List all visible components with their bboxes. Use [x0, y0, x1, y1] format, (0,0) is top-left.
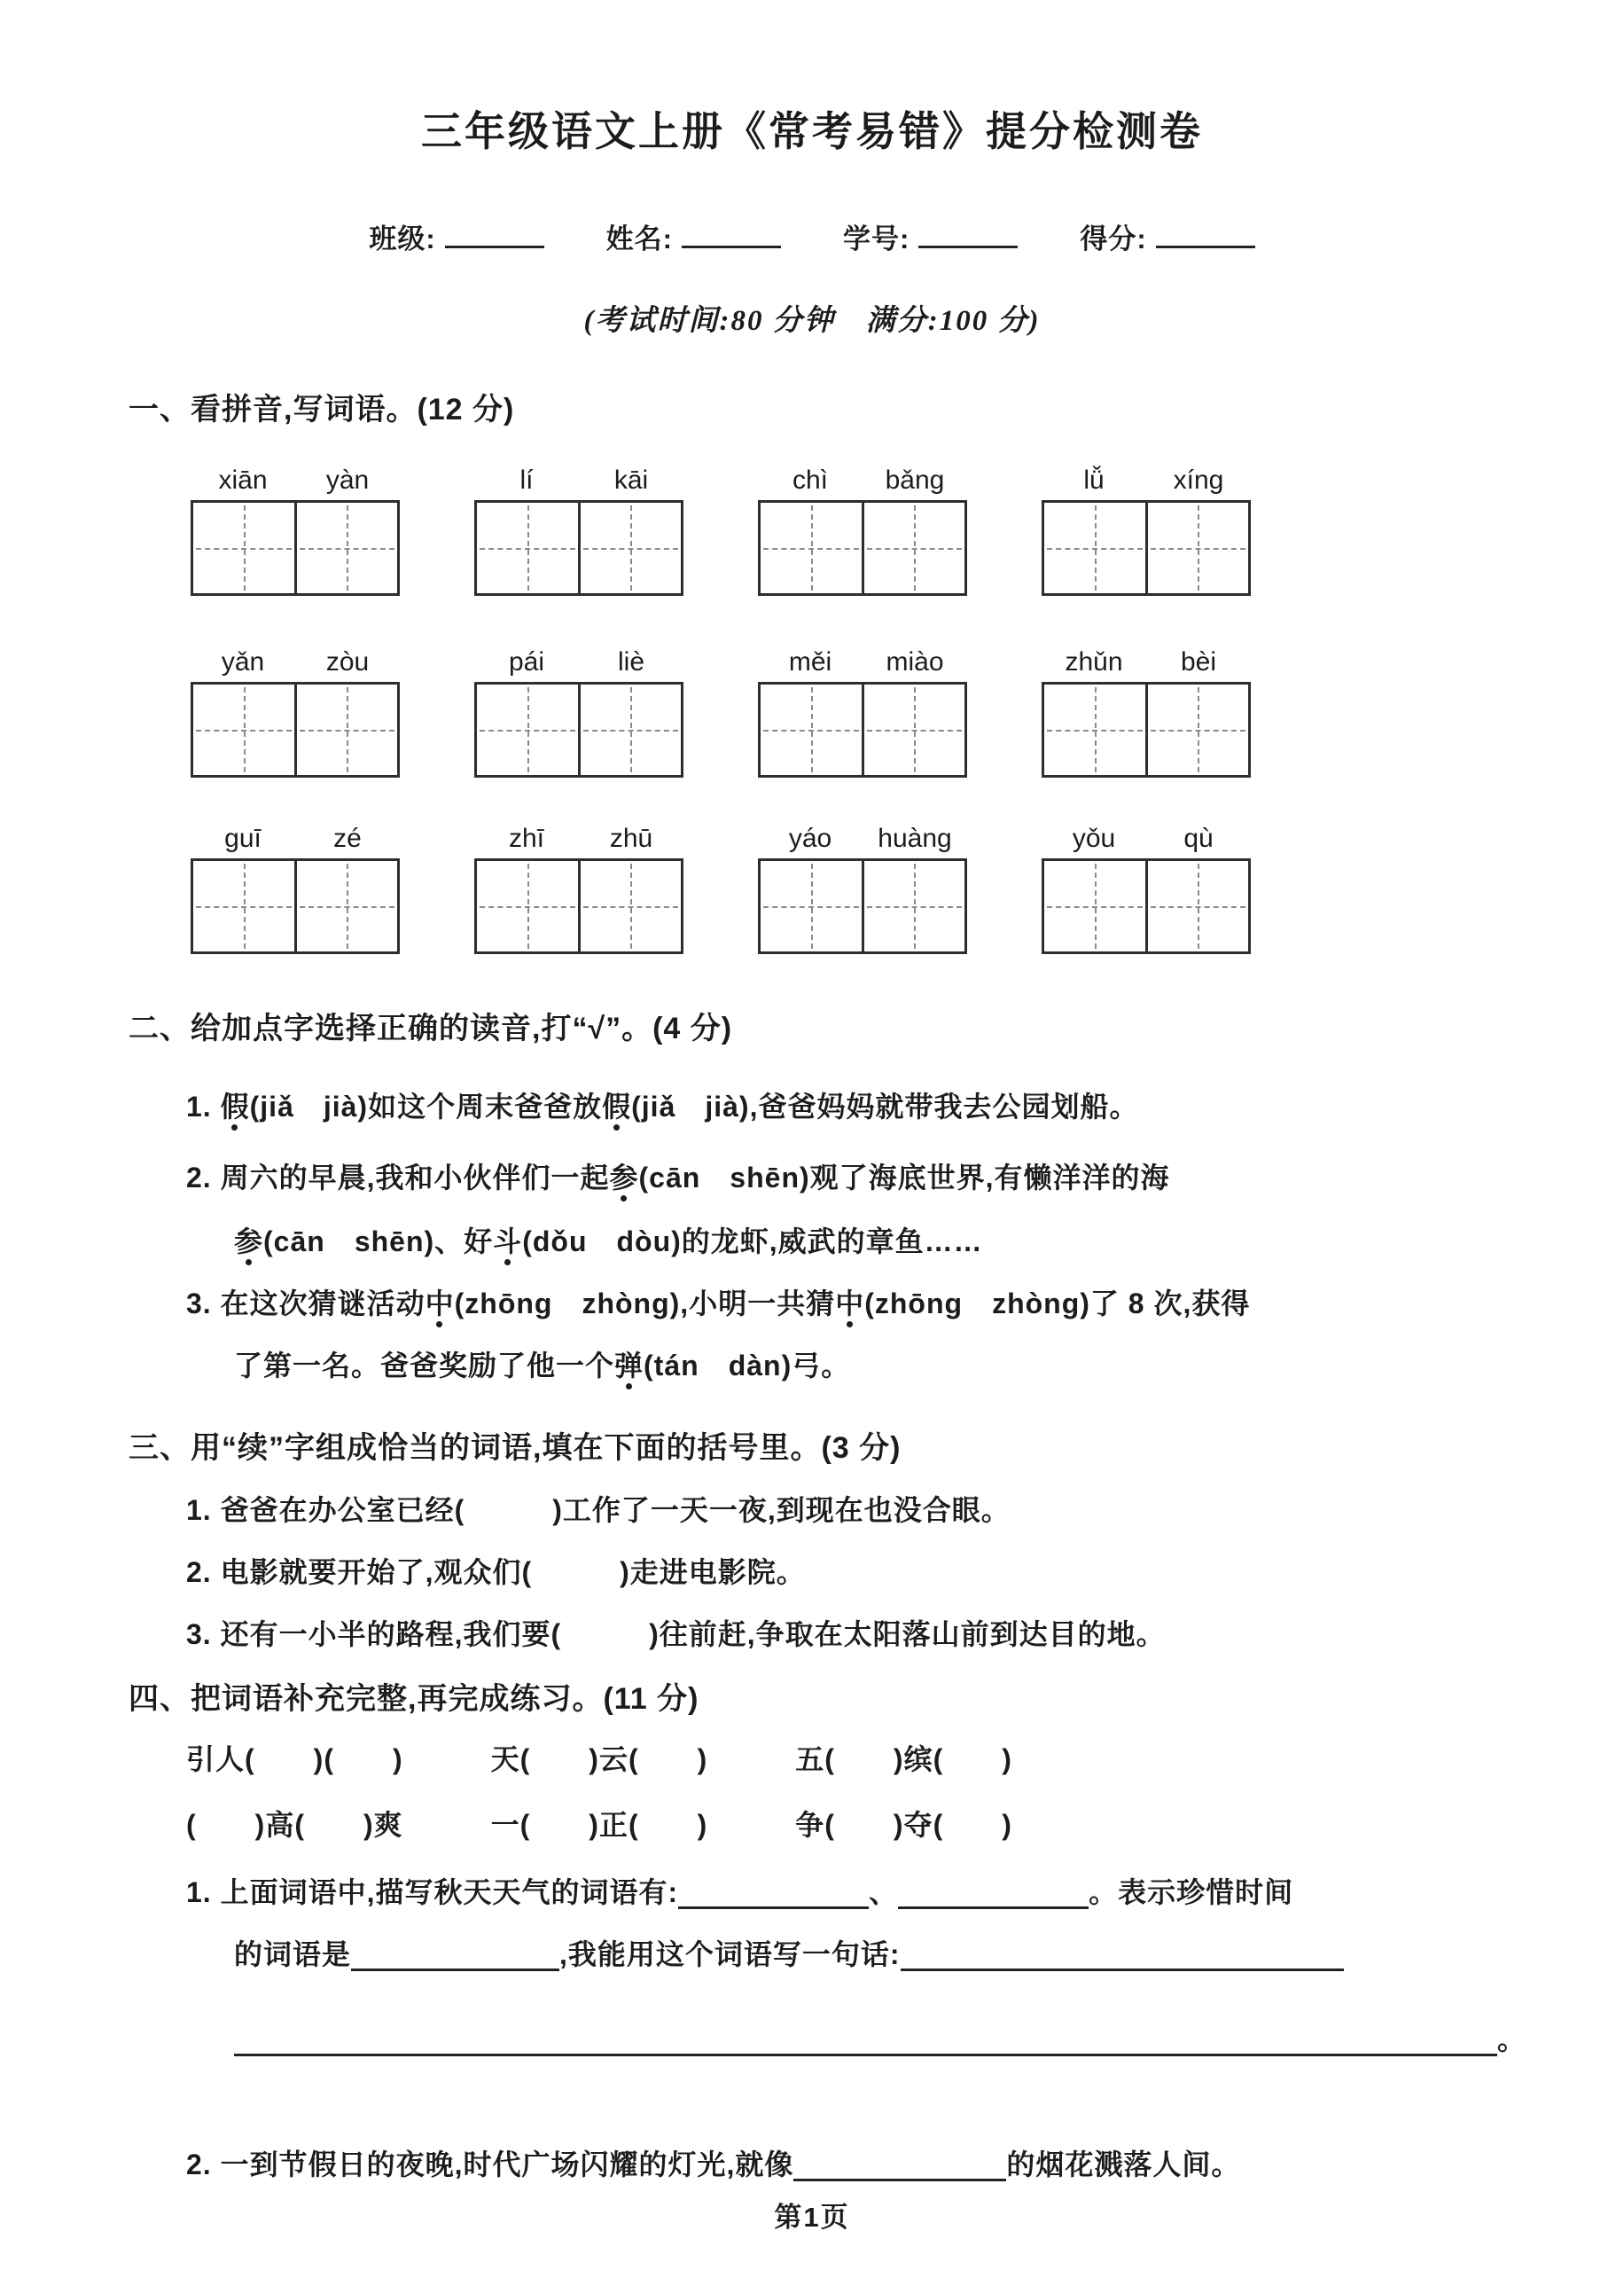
- pinyin-grid-row-1: [191, 466, 1624, 596]
- pinyin-word-group: [474, 466, 683, 596]
- exam-info: (考试时间:80 分钟 满分:100 分): [583, 305, 1041, 337]
- grid-cell: [294, 685, 398, 775]
- grid-cell: [477, 503, 578, 593]
- score-label: 得分:: [1080, 223, 1147, 254]
- grid-cell: [1145, 503, 1249, 593]
- score-field: [1080, 216, 1254, 256]
- grid-cell: [477, 861, 578, 951]
- grid-cell: [578, 503, 682, 593]
- question-item-2-3-line-2: 了第一名。爸爸奖励了他一个弹(tán dàn)弓。: [234, 1350, 851, 1382]
- writing-grid: [191, 682, 400, 778]
- pinyin-label: [474, 824, 683, 854]
- pinyin-label: [191, 647, 400, 677]
- grid-cell: [1044, 503, 1145, 593]
- section-1-heading: 一、看拼音,写词语。(12 分): [129, 393, 515, 427]
- pinyin-word-group: [191, 824, 400, 954]
- pinyin-label: [758, 647, 967, 677]
- pinyin-syllable: yáo: [788, 824, 832, 853]
- grid-cell: [1145, 685, 1249, 775]
- grid-cell: [761, 503, 862, 593]
- pinyin-syllable: qù: [1183, 824, 1214, 853]
- grid-cell: [477, 685, 578, 775]
- pinyin-syllable: lǚ: [1083, 466, 1105, 495]
- fill-in-word-line-2: ( )高( )爽 一( )正( ) 争( )夺( ): [186, 1809, 1012, 1841]
- pinyin-label: [1042, 466, 1251, 496]
- question-item-3-1: 1. 爸爸在办公室已经( )工作了一天一夜,到现在也没合眼。: [186, 1494, 1011, 1526]
- page-number: 第1页: [774, 2202, 850, 2233]
- fill-in-word-line-1: 引人( )( ) 天( )云( ) 五( )缤( ): [186, 1743, 1012, 1775]
- writing-grid: [1042, 858, 1251, 954]
- writing-grid: [1042, 682, 1251, 778]
- name-label: 姓名:: [605, 223, 673, 254]
- pinyin-syllable: zòu: [325, 647, 370, 677]
- pinyin-label: [758, 824, 967, 854]
- student-id-label: 学号:: [843, 223, 910, 254]
- pinyin-syllable: kāi: [613, 466, 649, 495]
- question-item-4-1-line-1: 1. 上面词语中,描写秋天天气的词语有: 、 。表示珍惜时间: [186, 1876, 1294, 1908]
- pinyin-label: [474, 647, 683, 677]
- class-field: [369, 216, 543, 256]
- pinyin-syllable: yàn: [325, 466, 370, 495]
- class-blank-line: [445, 231, 544, 248]
- pinyin-syllable: bǎng: [885, 466, 945, 495]
- student-id-field: [843, 216, 1018, 256]
- question-item-2-2-line-1: 2. 周六的早晨,我和小伙伴们一起参(cān shēn)观了海底世界,有懒洋洋的海: [186, 1162, 1170, 1194]
- grid-cell: [578, 861, 682, 951]
- pinyin-word-group: [191, 466, 400, 596]
- pinyin-syllable: yǒu: [1072, 824, 1116, 853]
- pinyin-grid-row-2: [191, 647, 1624, 778]
- name-field: [606, 216, 781, 256]
- grid-cell: [578, 685, 682, 775]
- question-item-3-2: 2. 电影就要开始了,观众们( )走进电影院。: [186, 1556, 806, 1588]
- pinyin-grid-row-3: [191, 824, 1624, 954]
- pinyin-syllable: xiān: [218, 466, 268, 495]
- section-3-heading: 三、用“续”字组成恰当的词语,填在下面的括号里。(3 分): [129, 1431, 902, 1465]
- grid-cell: [862, 861, 965, 951]
- pinyin-word-group: [474, 647, 683, 778]
- question-item-2-1: 1. 假(jiǎ jià)如这个周末爸爸放假(jiǎ jià),爸爸妈妈就带我去公园划船。: [186, 1091, 1139, 1123]
- pinyin-word-group: [191, 647, 400, 778]
- pinyin-word-group: [474, 824, 683, 954]
- pinyin-syllable: měi: [788, 647, 832, 677]
- pinyin-syllable: liè: [617, 647, 644, 677]
- grid-cell: [862, 503, 965, 593]
- pinyin-syllable: miào: [886, 647, 944, 677]
- pinyin-word-group: [758, 466, 967, 596]
- question-item-4-1-line-2: 的词语是 ,我能用这个词语写一句话:: [234, 1934, 1624, 1975]
- pinyin-syllable: zhū: [609, 824, 653, 853]
- pinyin-syllable: yǎn: [221, 647, 265, 677]
- grid-cell: [193, 861, 294, 951]
- pinyin-syllable: huàng: [878, 824, 952, 853]
- pinyin-syllable: zhǔn: [1065, 647, 1123, 677]
- name-blank-line: [682, 231, 781, 248]
- pinyin-word-group: [1042, 466, 1251, 596]
- grid-cell: [193, 685, 294, 775]
- pinyin-label: [1042, 824, 1251, 854]
- writing-grid: [758, 500, 967, 596]
- question-item-2-3-line-1: 3. 在这次猜谜活动中(zhōng zhòng),小明一共猜中(zhōng zhòng)了 8 次,获得: [186, 1288, 1251, 1319]
- grid-cell: [862, 685, 965, 775]
- pinyin-syllable: zé: [333, 824, 362, 853]
- writing-grid: [474, 500, 683, 596]
- score-blank-line: [1156, 231, 1255, 248]
- grid-cell: [294, 861, 398, 951]
- question-item-4-2: 2. 一到节假日的夜晚,时代广场闪耀的灯光,就像 的烟花溅落人间。: [186, 2149, 1241, 2180]
- writing-grid: [474, 682, 683, 778]
- writing-grid: [758, 682, 967, 778]
- grid-cell: [1145, 861, 1249, 951]
- question-item-4-1-answer-line: 。: [234, 2019, 1624, 2060]
- grid-cell: [193, 503, 294, 593]
- grid-cell: [1044, 861, 1145, 951]
- pinyin-syllable: lí: [519, 466, 534, 495]
- pinyin-syllable: pái: [508, 647, 545, 677]
- pinyin-word-group: [1042, 824, 1251, 954]
- question-item-3-3: 3. 还有一小半的路程,我们要( )往前赶,争取在太阳落山前到达目的地。: [186, 1618, 1166, 1650]
- grid-cell: [1044, 685, 1145, 775]
- writing-grid: [758, 858, 967, 954]
- question-item-2-2-line-2: 参(cān shēn)、好斗(dǒu dòu)的龙虾,威武的章鱼……: [234, 1225, 983, 1257]
- pinyin-label: [191, 824, 400, 854]
- writing-grid: [191, 500, 400, 596]
- page-title: 三年级语文上册《常考易错》提分检测卷: [421, 109, 1203, 154]
- pinyin-label: [474, 466, 683, 496]
- grid-cell: [294, 503, 398, 593]
- grid-cell: [761, 685, 862, 775]
- pinyin-syllable: guī: [224, 824, 262, 853]
- pinyin-word-group: [758, 647, 967, 778]
- section-2-heading: 二、给加点字选择正确的读音,打“√”。(4 分): [129, 1012, 733, 1045]
- pinyin-syllable: bèi: [1180, 647, 1217, 677]
- pinyin-label: [1042, 647, 1251, 677]
- pinyin-syllable: zhī: [508, 824, 545, 853]
- writing-grid: [1042, 500, 1251, 596]
- pinyin-label: [758, 466, 967, 496]
- class-label: 班级:: [369, 223, 436, 254]
- writing-grid: [191, 858, 400, 954]
- writing-grid: [474, 858, 683, 954]
- pinyin-label: [191, 466, 400, 496]
- pinyin-syllable: xíng: [1173, 466, 1224, 495]
- grid-cell: [761, 861, 862, 951]
- student-id-blank-line: [918, 231, 1018, 248]
- pinyin-syllable: chì: [792, 466, 829, 495]
- student-info-row: [0, 216, 1624, 256]
- pinyin-word-group: [1042, 647, 1251, 778]
- pinyin-word-group: [758, 824, 967, 954]
- section-4-heading: 四、把词语补充完整,再完成练习。(11 分): [129, 1682, 699, 1716]
